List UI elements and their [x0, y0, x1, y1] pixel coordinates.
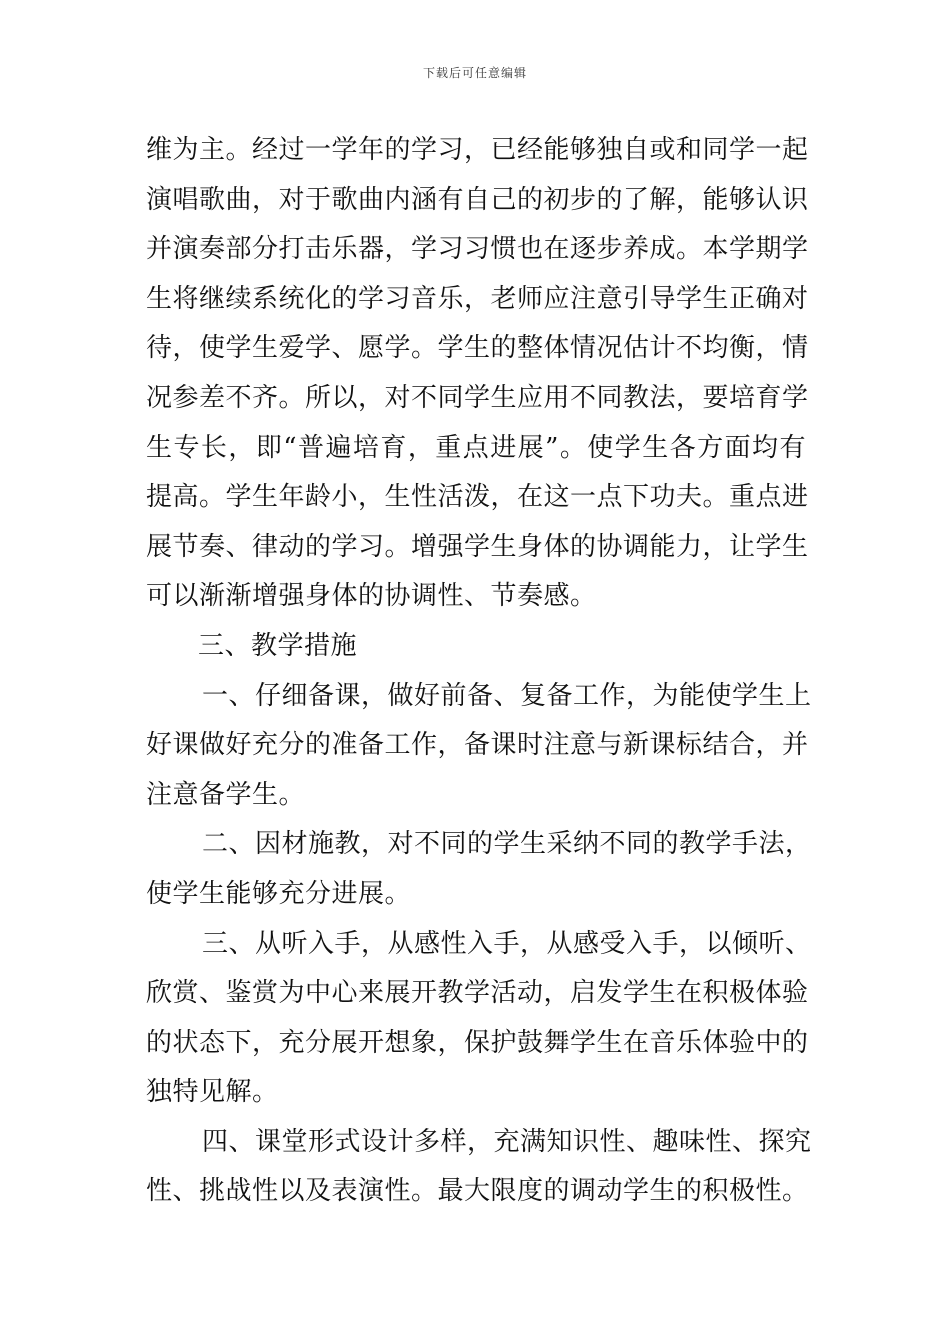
text-line: 欣赏、鉴赏为中心来展开教学活动，启发学生在积极体验	[146, 978, 809, 1009]
text-line: 演唱歌曲，对于歌曲内涵有自己的初步的了解，能够认识	[146, 184, 809, 215]
text-line: 提高。学生年龄小，生性活泼，在这一点下功夫。重点进	[146, 482, 809, 513]
text-line: 四、课堂形式设计多样，充满知识性、趣味性、探究	[202, 1126, 812, 1157]
text-line: 况参差不齐。所以，对不同学生应用不同教法，要培育学	[146, 382, 809, 413]
text-line: 使学生能够充分进展。	[146, 878, 412, 909]
text-line: 维为主。经过一学年的学习，已经能够独自或和同学一起	[146, 135, 809, 165]
text-line: 一、仔细备课，做好前备、复备工作，为能使学生上	[202, 680, 812, 711]
text-line: 待，使学生爱学、愿学。学生的整体情况估计不均衡，情	[146, 333, 809, 364]
section-heading: 三、教学措施	[198, 630, 358, 661]
text-line: 三、从听入手，从感性入手，从感受入手，以倾听、	[202, 928, 812, 959]
text-line: 生专长，即“普遍培育，重点进展”。使学生各方面均有	[146, 432, 806, 463]
text-line: 好课做好充分的准备工作，备课时注意与新课标结合，并	[146, 730, 809, 761]
text-line: 的状态下，充分展开想象，保护鼓舞学生在音乐体验中的	[146, 1027, 809, 1058]
document-body	[146, 126, 812, 1217]
text-line: 性、挑战性以及表演性。最大限度的调动学生的积极性。	[146, 1176, 809, 1207]
text-line: 二、因材施教，对不同的学生采纳不同的教学手法，	[202, 829, 812, 860]
page-header-note: 下载后可任意编辑	[422, 66, 527, 80]
text-line: 生将继续系统化的学习音乐，老师应注意引导学生正确对	[146, 283, 809, 314]
text-line: 并演奏部分打击乐器，学习习惯也在逐步养成。本学期学	[146, 234, 809, 265]
text-line: 展节奏、律动的学习。增强学生身体的协调能力，让学生	[146, 531, 809, 562]
text-line: 注意备学生。	[146, 779, 306, 810]
text-line: 独特见解。	[146, 1077, 279, 1108]
text-line: 可以渐渐增强身体的协调性、节奏感。	[146, 581, 597, 612]
